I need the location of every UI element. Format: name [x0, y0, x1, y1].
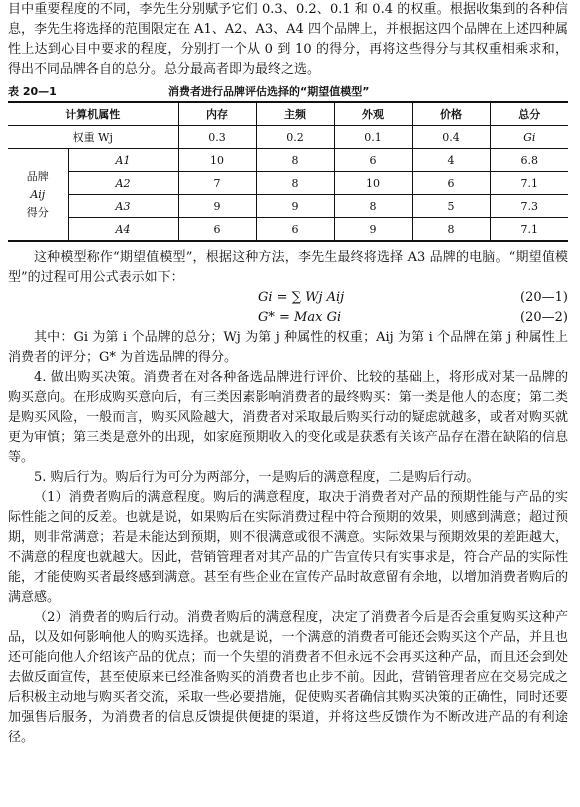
formula-1-number: (20—1) [520, 290, 568, 305]
score-cell: 8 [256, 149, 334, 172]
table-row [8, 195, 568, 218]
weight-frequency: 0.2 [256, 126, 334, 149]
weight-memory: 0.3 [178, 126, 256, 149]
paragraph-satisfaction: （1）消费者购后的满意程度。购后的满意程度，取决于消费者对产品的预期性能与产品的实际性能之间的反差。也就是说，如果购后在实际消费过程中符合预期的效果，则感到满意；超过预期，则非常满意；若是未能达到预期，则不很满意或很不满意。实际效果与预期效果的差距越大，不满意的程度也就越大。因此，营销管理者对其产品的广告宣传只有实事求是，符合产品的实际性能，才能使购买者最终感到满意。甚至有些企业在宣传产品时故意留有余地，以增加消费者购后的满意感。 [8, 490, 568, 605]
row-group-line2: Aij [30, 187, 46, 201]
brand-cell: A1 [68, 149, 178, 172]
weight-row [8, 126, 568, 149]
row-group-line1: 品牌 [26, 169, 49, 183]
header-memory: 内存 [178, 102, 256, 126]
brand-cell: A3 [68, 195, 178, 218]
score-cell: 6 [412, 172, 490, 195]
header-frequency: 主频 [256, 102, 334, 126]
score-cell: 8 [256, 172, 334, 195]
total-cell: 7.1 [490, 172, 568, 195]
total-cell: 6.8 [490, 149, 568, 172]
brand-cell: A4 [68, 218, 178, 242]
weight-total: Gi [490, 126, 568, 149]
score-cell: 6 [334, 149, 412, 172]
weight-appearance: 0.1 [334, 126, 412, 149]
score-cell: 5 [412, 195, 490, 218]
header-attribute: 计算机属性 [8, 102, 178, 126]
score-cell: 7 [178, 172, 256, 195]
table-row [8, 172, 568, 195]
formula-2-number: (20—2) [520, 310, 568, 325]
weight-price: 0.4 [412, 126, 490, 149]
score-cell: 6 [178, 218, 256, 242]
weight-label: 权重 Wj [8, 126, 178, 149]
table-caption [8, 83, 568, 99]
paragraph-where: 其中：Gi 为第 i 个品牌的总分；Wj 为第 j 种属性的权重；Aij 为第 i 个品牌在第 j 种属性上消费者的评分；G* 为首选品牌的得分。 [8, 330, 568, 365]
total-cell: 7.3 [490, 195, 568, 218]
paragraph-purchase-decision: 4. 做出购买决策。消费者在对各种备选品牌进行评价、比较的基础上，将形成对某一品牌的购买意向。在形成购买意向后，有三类因素影响消费者的最终购买：第一类是他人的态度；第二类是购买风险，一般而言，购买风险越大，消费者对采取最后购买行动的疑虑就越多，或者对购买就更为审慎；第三类是意外的出现，如家庭预期收入的变化或是获悉有关该产品存在潜在缺陷的信息等。 [8, 370, 568, 465]
paragraph-model: 这种模型称作“期望值模型”，根据这种方法，李先生最终将选择 A3 品牌的电脑。“期望值模型”的过程可用公式表示如下： [8, 250, 568, 285]
header-price: 价格 [412, 102, 490, 126]
formula-2-expr: G* = Max Gi [258, 310, 342, 325]
formula-1-expr: Gi = ∑ Wj Aij [258, 290, 345, 305]
score-cell: 9 [178, 195, 256, 218]
score-cell: 10 [334, 172, 412, 195]
table-header-row [8, 102, 568, 126]
table-label: 表 20—1 [8, 85, 57, 98]
score-cell: 6 [256, 218, 334, 242]
header-total: 总分 [490, 102, 568, 126]
table-row [8, 218, 568, 242]
brand-cell: A2 [68, 172, 178, 195]
formula-1 [8, 288, 568, 308]
score-cell: 4 [412, 149, 490, 172]
row-group-label [8, 149, 68, 242]
paragraph-post-purchase-action: （2）消费者的购后行动。消费者购后的满意程度，决定了消费者今后是否会重复购买这种产品，以及如何影响他人的购买选择。也就是说，一个满意的消费者可能还会购买这个产品，并且也还可能向他人介绍该产品的优点；而一个失望的消费者不但永远不会再买这种产品，而且还会到处去做反面宣传，甚至使原来已经准备购买的消费者也止步不前。因此，营销管理者应在交易完成之后积极主动地与购买者交流，采取一些必要措施，促使购买者确信其购买决策的正确性，同时还要加强售后服务，为消费者的信息反馈提供便捷的渠道，并将这些反馈作为不断改进产品的有利途径。 [8, 610, 568, 745]
textbook-page [8, 0, 568, 807]
score-cell: 8 [412, 218, 490, 242]
table-row [8, 149, 568, 172]
expectation-model-table [8, 101, 568, 242]
table-title: 消费者进行品牌评估选择的“期望值模型” [168, 85, 370, 98]
header-appearance: 外观 [334, 102, 412, 126]
score-cell: 9 [256, 195, 334, 218]
score-cell: 9 [334, 218, 412, 242]
total-cell: 7.1 [490, 218, 568, 242]
row-group-line3: 得分 [26, 205, 49, 219]
score-cell: 10 [178, 149, 256, 172]
paragraph-post-purchase: 5. 购后行为。购后行为可分为两部分，一是购后的满意程度，二是购后行动。 [34, 470, 480, 485]
paragraph-weights: 目中重要程度的不同，李先生分别赋予它们 0.3、0.2、0.1 和 0.4 的权重。根据收集到的各种信息，李先生将选择的范围限定在 A1、A2、A3、A4 四个品牌上，并根据这四个品牌在上述四种属性上达到心目中要求的程度，分别打一个从 0 到 10 的得分，再将这些得分与其权重相乘求和，得出不同品牌各自的总分。总分最高者即为最终之选。 [8, 2, 568, 77]
score-cell: 8 [334, 195, 412, 218]
formula-2 [8, 308, 568, 328]
